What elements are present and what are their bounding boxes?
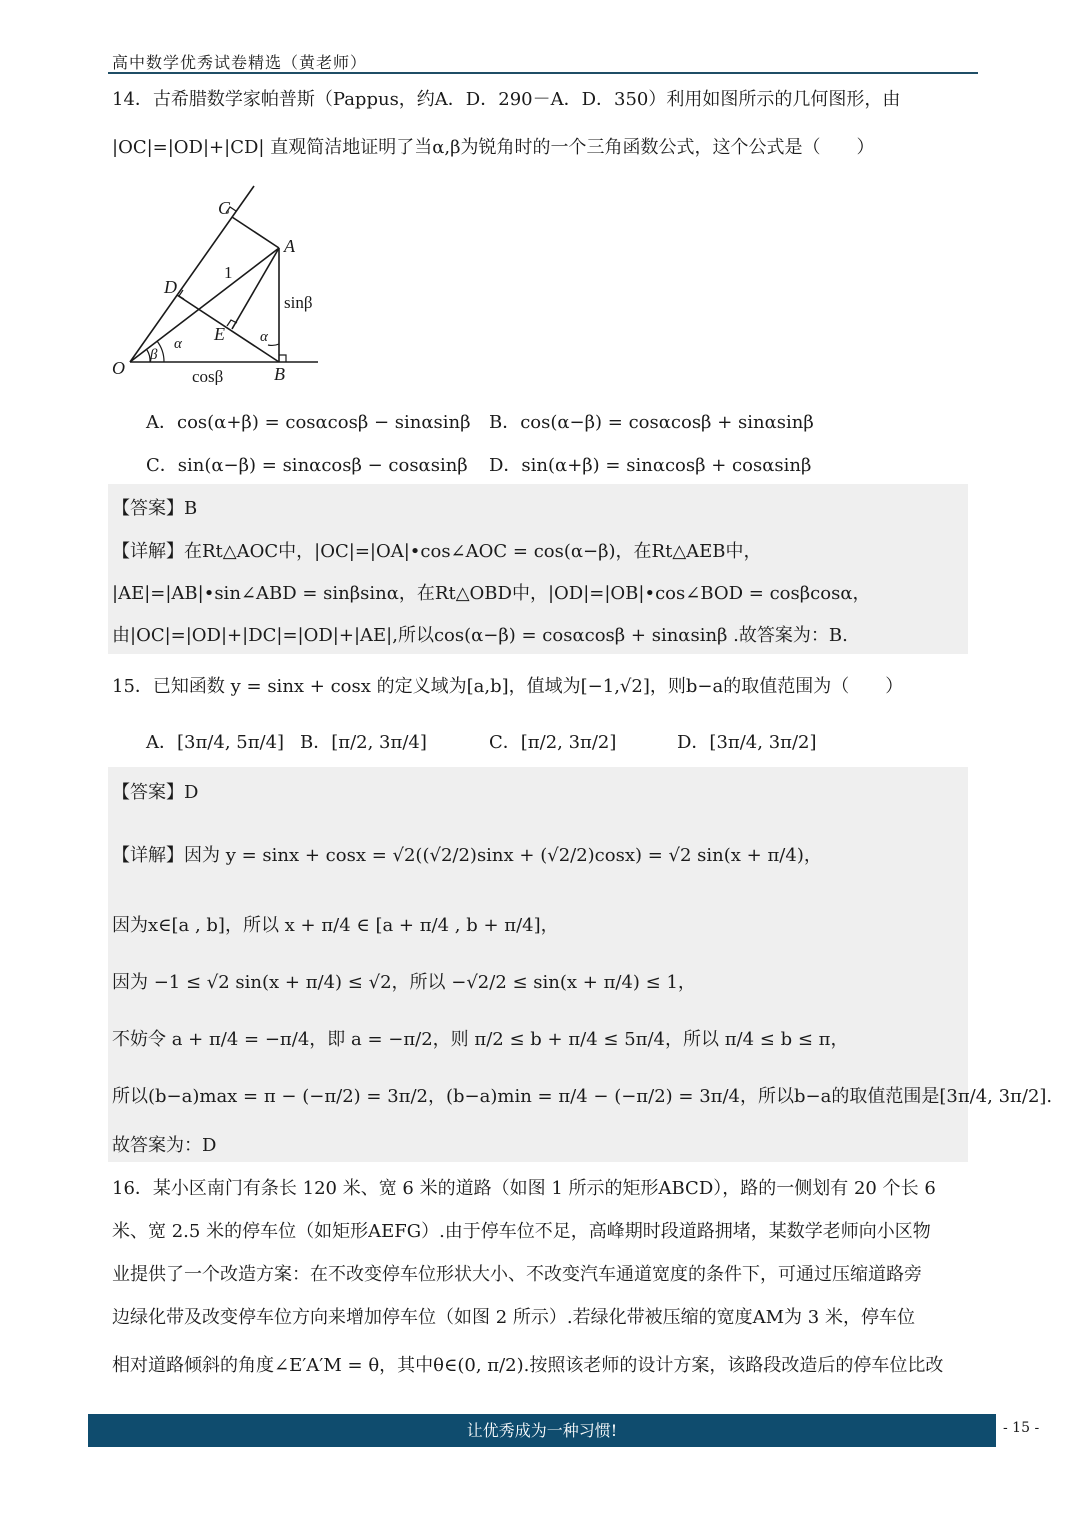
- q15-detail-line3: 因为 −1 ≤ √2 sin(x + π/4) ≤ √2，所以 −√2/2 ≤ sin(x + π/4) ≤ 1，: [112, 972, 696, 993]
- figure-line-oc: [130, 186, 254, 362]
- q16-stem-line3: 业提供了一个改造方案：在不改变停车位形状大小、不改变汽车通道宽度的条件下，可通过压缩道路旁: [112, 1264, 922, 1285]
- label-a: A: [284, 236, 295, 256]
- page-header-title: 高中数学优秀试卷精选（黄老师）: [112, 53, 368, 72]
- q15-option-b[interactable]: B．[π/2, 3π/4]: [300, 732, 427, 753]
- label-one: 1: [224, 263, 233, 282]
- figure-line-ae: [232, 248, 279, 329]
- q16-stem-line2: 米、宽 2.5 米的停车位（如矩形AEFG）.由于停车位不足，高峰期时段道路拥堵，某数学老师向小区物: [112, 1221, 931, 1242]
- q14-stem-line2: |OC|=|OD|+|CD| 直观简洁地证明了当α,β为锐角时的一个三角函数公式，这个公式是（ ）: [112, 137, 875, 158]
- figure-line-ca: [232, 217, 279, 248]
- angle-arc-alpha: [157, 341, 164, 362]
- page-number: - 15 -: [1003, 1420, 1040, 1436]
- q14-option-d[interactable]: D．sin(α+β) = sinαcosβ + cosαsinβ: [489, 455, 812, 476]
- right-angle-mark-b: [279, 355, 286, 362]
- q14-option-c[interactable]: C．sin(α−β) = sinαcosβ − cosαsinβ: [146, 455, 468, 476]
- label-o: O: [112, 358, 125, 378]
- q15-stem: 15．已知函数 y = sinx + cosx 的定义域为[a,b]，值域为[−1,√2]，则b−a的取值范围为（ ）: [112, 676, 904, 697]
- label-c: C: [218, 198, 231, 218]
- q15-detail-line1: 【详解】因为 y = sinx + cosx = √2((√2/2)sinx + (√2/2)cosx) = √2 sin(x + π/4)，: [112, 845, 822, 866]
- label-d: D: [164, 277, 177, 297]
- label-alpha-o: α: [174, 336, 182, 352]
- header-rule: [108, 72, 978, 74]
- footer-slogan: 让优秀成为一种习惯!: [466, 1421, 618, 1440]
- q15-detail-line2: 因为x∈[a , b]，所以 x + π/4 ∈ [a + π/4 , b + π/4]，: [112, 915, 559, 936]
- q14-option-b[interactable]: B．cos(α−β) = cosαcosβ + sinαsinβ: [489, 412, 814, 433]
- q14-option-a[interactable]: A．cos(α+β) = cosαcosβ − sinαsinβ: [146, 412, 471, 433]
- pappus-geometry-figure: [108, 180, 338, 385]
- label-b: B: [274, 364, 285, 384]
- label-cosb: cosβ: [192, 367, 224, 385]
- q14-stem-line1: 14．古希腊数学家帕普斯（Pappus，约A．D．290－A．D．350）利用如图所示的几何图形，由: [112, 89, 901, 110]
- angle-arc-alpha-b: [268, 344, 279, 345]
- q15-option-d[interactable]: D．[3π/4, 3π/2]: [677, 732, 817, 753]
- q16-stem-line1: 16．某小区南门有条长 120 米、宽 6 米的道路（如图 1 所示的矩形ABCD），路的一侧划有 20 个长 6: [112, 1178, 936, 1199]
- figure-line-oa: [130, 248, 279, 362]
- q15-detail-line5: 所以(b−a)max = π − (−π/2) = 3π/2，(b−a)min = π/4 − (−π/2) = 3π/4，所以b−a的取值范围是[3π/4, 3π/2].: [112, 1086, 1053, 1107]
- q15-answer: 【答案】D: [112, 782, 199, 803]
- label-sinb: sinβ: [284, 293, 313, 312]
- q15-option-c[interactable]: C．[π/2, 3π/2]: [489, 732, 617, 753]
- label-beta: β: [150, 347, 158, 363]
- q15-detail-line4: 不妨令 a + π/4 = −π/4，即 a = −π/2，则 π/2 ≤ b + π/4 ≤ 5π/4，所以 π/4 ≤ b ≤ π，: [112, 1029, 849, 1050]
- q14-detail-line1: 【详解】在Rt△AOC中，|OC|=|OA|•cos∠AOC = cos(α−β)，在Rt△AEB中，: [112, 541, 762, 562]
- q16-stem-line4: 边绿化带及改变停车位方向来增加停车位（如图 2 所示）.若绿化带被压缩的宽度AM为 3 米，停车位: [112, 1307, 915, 1328]
- q16-stem-line5: 相对道路倾斜的角度∠E′A′M = θ，其中θ∈(0, π/2).按照该老师的设计方案，该路段改造后的停车位比改: [112, 1355, 944, 1376]
- q15-detail-line6: 故答案为：D: [112, 1135, 217, 1156]
- q14-detail-line2: |AE|=|AB|•sin∠ABD = sinβsinα，在Rt△OBD中，|OD|=|OB|•cos∠BOD = cosβcosα，: [112, 583, 871, 604]
- label-e: E: [214, 324, 225, 344]
- q14-detail-line3: 由|OC|=|OD|+|DC|=|OD|+|AE|,所以cos(α−β) = cosαcosβ + sinαsinβ .故答案为：B.: [112, 625, 848, 646]
- q14-answer: 【答案】B: [112, 498, 198, 519]
- q15-option-a[interactable]: A．[3π/4, 5π/4]: [146, 732, 285, 753]
- label-alpha-b: α: [260, 329, 268, 345]
